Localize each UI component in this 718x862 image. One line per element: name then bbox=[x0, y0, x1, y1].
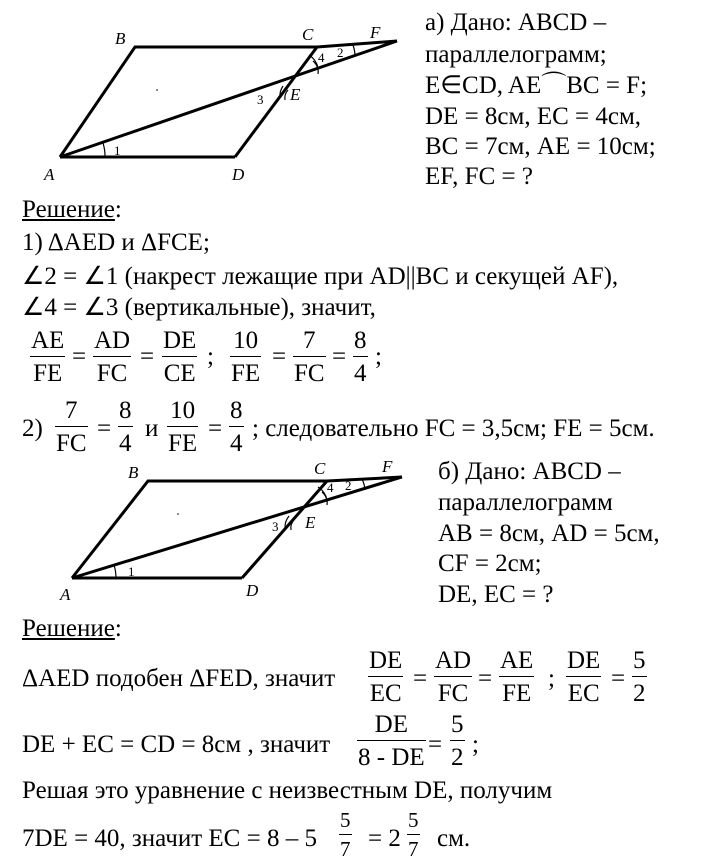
line4-text: 7DE = 40, значит EC = 8 – 5 bbox=[22, 825, 317, 852]
line2-text: DE + EC = CD = 8см , значит bbox=[22, 731, 331, 758]
label-e2: E bbox=[305, 513, 316, 532]
figure-a-line-af bbox=[60, 41, 397, 157]
mixed-frac-1: $\frac{5}{7}$ bbox=[340, 808, 351, 861]
angle-3-label-b: 3 bbox=[272, 519, 279, 534]
given-a-line-6: EF, FC = ? bbox=[425, 163, 533, 190]
label-e: E bbox=[290, 85, 301, 104]
given-b-line-1: б) Дано: ABCD – bbox=[438, 458, 621, 485]
ratio-frac-2: $\frac{AD}{FC}$ bbox=[94, 327, 131, 387]
solution-b-colon: : bbox=[114, 615, 122, 642]
b-frac-1: $\frac{DE}{EC}$ bbox=[369, 647, 403, 707]
label-b2: B bbox=[128, 463, 139, 482]
b-frac-4: $\frac{DE}{EC}$ bbox=[567, 647, 601, 707]
figure-a bbox=[0, 0, 420, 200]
step2-frac-4: $\frac{8}{4}$ bbox=[230, 397, 243, 457]
figure-a-side-dc bbox=[235, 47, 317, 157]
and-word: и bbox=[145, 415, 159, 442]
ratio-frac-4: $\frac{10}{FE}$ bbox=[231, 327, 261, 387]
figure-b bbox=[0, 450, 420, 610]
given-a-line-3: E∈CD, AE⌒BC = F; bbox=[425, 72, 648, 99]
solution-b-heading-row bbox=[22, 616, 122, 641]
label-f2: F bbox=[382, 457, 393, 476]
angle-4-label: 4 bbox=[318, 50, 325, 65]
angle-3-label: 3 bbox=[257, 92, 264, 107]
eq-word: = 2 bbox=[368, 825, 401, 852]
angle-4-label-b: 4 bbox=[327, 480, 334, 495]
b-frac-6: $\frac{DE}{8 - DE}$ bbox=[358, 711, 425, 771]
step1-text: 1) ΔAED и ΔFCE; bbox=[22, 229, 210, 256]
b-frac-3: $\frac{AE}{FE}$ bbox=[500, 647, 534, 707]
angle-1-label-b: 1 bbox=[128, 564, 135, 579]
solution-a-heading: Решение bbox=[22, 196, 115, 223]
step2-label: 2) bbox=[22, 415, 43, 442]
given-b-line-3: AB = 8см, AD = 5см, bbox=[438, 520, 660, 547]
solution-a-colon: : bbox=[114, 196, 122, 223]
solution-a-heading-row bbox=[22, 197, 122, 222]
angle-1-label: 1 bbox=[114, 143, 121, 158]
solution-b-heading: Решение bbox=[22, 615, 115, 642]
angle-equality-line: ∠2 = ∠1 (накрест лежащие при AD||BC и секущей AF), bbox=[22, 263, 619, 290]
angle-2-label: 2 bbox=[337, 45, 344, 60]
label-d2: D bbox=[246, 581, 259, 600]
angle-2-label-b: 2 bbox=[345, 478, 352, 493]
given-a-line-4: DE = 8см, EC = 4см, bbox=[425, 103, 642, 130]
b-frac-2: $\frac{AD}{FC}$ bbox=[435, 647, 472, 707]
ratio-frac-3: $\frac{DE}{CE}$ bbox=[163, 327, 197, 387]
similar-text: ΔAED подобен ΔFED, значит bbox=[22, 665, 336, 692]
label-a2: A bbox=[60, 585, 71, 604]
ratio-frac-6: $\frac{8}{4}$ bbox=[354, 327, 367, 387]
conclusion-a: ; следовательно FC = 3,5см; FE = 5см. bbox=[252, 415, 655, 442]
label-c: C bbox=[302, 25, 314, 44]
ratio-frac-5: $\frac{7}{FC}$ bbox=[294, 327, 325, 387]
given-b-line-4: CF = 2см; bbox=[438, 550, 542, 577]
given-a-line-1: а) Дано: ABCD – bbox=[425, 9, 607, 36]
label-c2: C bbox=[314, 459, 326, 478]
given-b-line-5: DE, EC = ? bbox=[438, 581, 554, 608]
label-a: A bbox=[44, 165, 55, 184]
step2-frac-2: $\frac{8}{4}$ bbox=[119, 397, 132, 457]
given-b-line-2: параллелограмм bbox=[438, 489, 613, 516]
b-frac-7: $\frac{5}{2}$ bbox=[451, 711, 464, 771]
mixed-frac-2: $\frac{5}{7}$ bbox=[408, 808, 419, 861]
ratio-frac-1: $\frac{AE}{FE}$ bbox=[31, 327, 65, 387]
step2-frac-1: $\frac{7}{FC}$ bbox=[56, 397, 87, 457]
label-d: D bbox=[232, 165, 245, 184]
line3-text: Решая это уравнение с неизвестным DE, получим bbox=[22, 777, 553, 804]
vertical-angles-line: ∠4 = ∠3 (вертикальные), значит, bbox=[22, 294, 376, 321]
b-frac-5: $\frac{5}{2}$ bbox=[633, 647, 646, 707]
unit-text: см. bbox=[437, 825, 471, 852]
step2-frac-3: $\frac{10}{FE}$ bbox=[168, 397, 198, 457]
label-b: B bbox=[115, 29, 126, 48]
given-a-line-5: BC = 7см, AE = 10см; bbox=[425, 133, 656, 160]
given-a-line-2: параллелограмм; bbox=[425, 41, 607, 68]
label-f: F bbox=[370, 23, 381, 42]
